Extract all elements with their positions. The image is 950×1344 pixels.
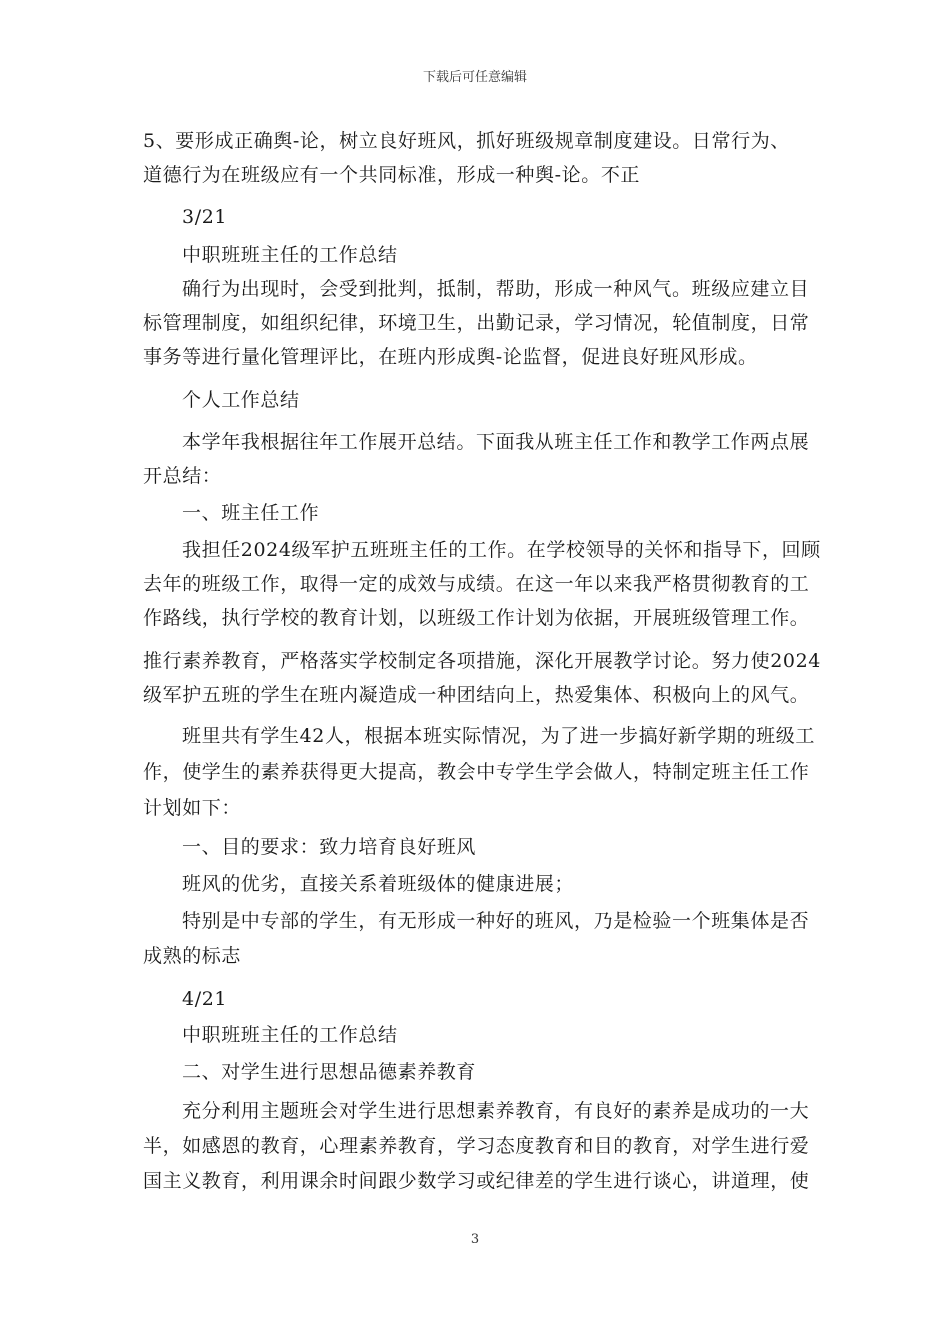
text-line: 国主义教育，利用课余时间跟少数学习或纪律差的学生进行谈心，讲道理，使: [143, 1170, 810, 1192]
text-line: 标管理制度，如组织纪律，环境卫生，出勤记录，学习情况，轮值制度，日常: [143, 312, 810, 334]
text-line: 本学年我根据往年工作展开总结。下面我从班主任工作和教学工作两点展: [182, 431, 810, 453]
page-number: 3: [470, 1232, 480, 1247]
text-line: 作，使学生的素养获得更大提高，教会中专学生学会做人，特制定班主任工作: [143, 761, 810, 783]
section-title: 个人工作总结: [182, 389, 300, 411]
text-line: 去年的班级工作，取得一定的成效与成绩。在这一年以来我严格贯彻教育的工: [143, 573, 810, 595]
text-line: 级军护五班的学生在班内凝造成一种团结向上，热爱集体、积极向上的风气。: [143, 684, 810, 706]
section-title: 中职班班主任的工作总结: [182, 1024, 398, 1046]
text-line: 确行为出现时，会受到批判，抵制，帮助，形成一种风气。班级应建立目: [182, 278, 810, 300]
text-line: 计划如下：: [143, 797, 242, 819]
text-line: 我担任2024级军护五班班主任的工作。在学校领导的关怀和指导下，回顾: [182, 539, 821, 561]
text-line: 开总结：: [143, 465, 222, 487]
page-marker: 3/21: [182, 206, 228, 228]
page-header: 下载后可任意编辑: [422, 70, 527, 85]
section-title: 中职班班主任的工作总结: [182, 244, 398, 266]
section-heading: 二、对学生进行思想品德素养教育: [182, 1061, 477, 1083]
text-line: 班风的优劣，直接关系着班级体的健康进展；: [182, 873, 575, 895]
text-line: 道德行为在班级应有一个共同标准，形成一种舆-论。不正: [143, 164, 641, 186]
text-line: 成熟的标志: [143, 945, 242, 967]
section-heading: 一、班主任工作: [182, 502, 320, 524]
text-line: 作路线，执行学校的教育计划，以班级工作计划为依据，开展班级管理工作。: [143, 607, 810, 629]
page-marker: 4/21: [182, 988, 228, 1010]
text-line: 充分利用主题班会对学生进行思想素养教育，有良好的素养是成功的一大: [182, 1100, 810, 1122]
text-line: 特别是中专部的学生，有无形成一种好的班风，乃是检验一个班集体是否: [182, 910, 810, 932]
text-line: 半，如感恩的教育，心理素养教育，学习态度教育和目的教育，对学生进行爱: [143, 1135, 810, 1157]
section-heading: 一、目的要求：致力培育良好班风: [182, 836, 477, 858]
text-line: 班里共有学生42人，根据本班实际情况，为了进一步搞好新学期的班级工: [182, 725, 815, 747]
text-line: 事务等进行量化管理评比，在班内形成舆-论监督，促进良好班风形成。: [143, 346, 758, 368]
text-line: 推行素养教育，严格落实学校制定各项措施，深化开展教学讨论。努力使2024: [143, 650, 821, 672]
text-line: 5、要形成正确舆-论，树立良好班风，抓好班级规章制度建设。日常行为、: [143, 130, 790, 152]
